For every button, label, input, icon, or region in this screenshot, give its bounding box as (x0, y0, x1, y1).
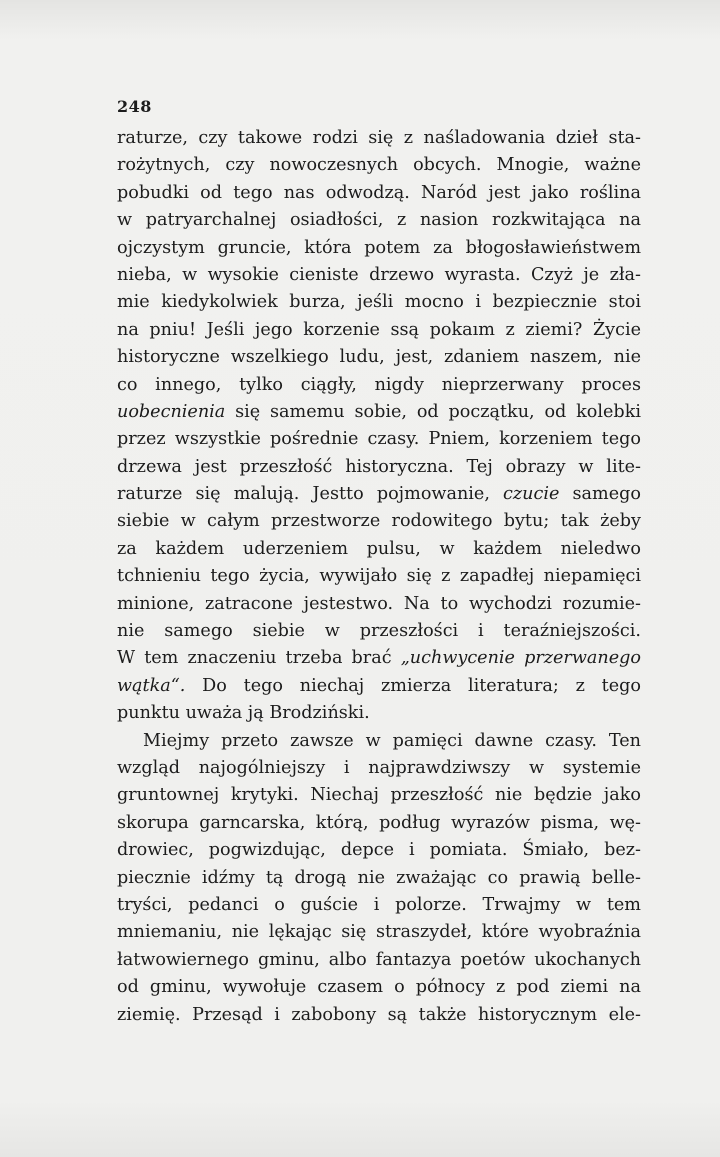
text-line (117, 645, 641, 672)
page-number: 248 (117, 97, 152, 116)
text-segment: siebie w całym przestworze rodowitego bytu; tak żeby (117, 511, 641, 532)
text-segment: za każdem uderzeniem pulsu, w każdem nieledwo (117, 538, 641, 559)
text-line (117, 372, 641, 399)
text-line (117, 700, 641, 727)
text-line (117, 235, 641, 262)
text-segment: mniemaniu, nie lękając się straszydeł, które wyobraźnia (117, 922, 641, 943)
italic-text: uobecnienia (117, 401, 226, 422)
text-line (117, 974, 641, 1001)
text-segment: W tem znaczeniu trzeba brać (117, 648, 401, 669)
italic-text: wątka“. (117, 675, 186, 696)
text-line (117, 508, 641, 535)
text-line (117, 536, 641, 563)
text-segment: nieba, w wysokie cieniste drzewo wyrasta. Czyż je zła- (117, 264, 641, 285)
text-segment: tchnieniu tego życia, wywijało się z zapadłej niepamięci (117, 566, 641, 587)
text-line (117, 1002, 641, 1029)
text-segment: drzewa jest przeszłość historyczna. Tej obrazy w lite- (117, 456, 641, 477)
text-segment: w patryarchalnej osiadłości, z nasion rozkwitająca na (117, 210, 641, 231)
text-segment: punktu uważa ją Brodziński. (117, 703, 370, 724)
text-line (117, 728, 641, 755)
text-line (117, 207, 641, 234)
text-line (117, 399, 641, 426)
text-line (117, 317, 641, 344)
text-line (117, 125, 641, 152)
text-segment: łatwowiernego gminu, albo fantazya poetów ukochanych (117, 949, 641, 970)
text-segment: Do tego niechaj zmierza literatura; z tego (185, 675, 641, 696)
text-segment: minione, zatracone jestestwo. Na to wychodzi rozumie- (117, 593, 641, 614)
text-line (117, 262, 641, 289)
text-segment: raturze, czy takowe rodzi się z naśladowania dzieł sta- (117, 128, 641, 148)
text-line (117, 755, 641, 782)
text-line (117, 618, 641, 645)
text-segment: tryści, pedanci o guście i polorze. Trwajmy w tem (117, 894, 641, 915)
text-segment: co innego, tylko ciągły, nigdy nieprzerwany proces (117, 374, 641, 395)
text-line (117, 782, 641, 809)
text-line (117, 919, 641, 946)
text-segment: od gminu, wywołuje czasem o północy z pod ziemi na (117, 977, 641, 998)
text-segment: drowiec, pogwizdując, depce i pomiata. Śmiało, bez- (117, 840, 641, 861)
text-line (117, 289, 641, 316)
text-line (117, 180, 641, 207)
text-segment: nie samego siebie w przeszłości i teraźniejszości. (117, 621, 641, 642)
text-segment: mie kiedykolwiek burza, jeśli mocno i bezpiecznie stoi (117, 292, 641, 313)
text-segment: skorupa garncarska, którą, podług wyrazów pisma, wę- (117, 812, 641, 833)
text-segment: pobudki od tego nas odwodzą. Naród jest jako roślina (117, 182, 641, 203)
text-line (117, 481, 641, 508)
text-segment: przez wszystkie pośrednie czasy. Pniem, korzeniem tego (117, 429, 641, 450)
text-segment: ziemię. Przesąd i zabobony są także historycznym ele- (117, 1004, 641, 1025)
text-segment: się samemu sobie, od początku, od kolebki (225, 401, 641, 422)
text-segment: wzgląd najogólniejszy i najprawdziwszy w systemie (117, 757, 641, 778)
text-line (117, 344, 641, 371)
text-line (117, 673, 641, 700)
text-line (117, 591, 641, 618)
text-line (117, 892, 641, 919)
text-segment: raturze się malują. Jestto pojmowanie, (117, 484, 504, 505)
text-line (117, 837, 641, 864)
text-line (117, 865, 641, 892)
text-segment: gruntownej krytyki. Niechaj przeszłość nie będzie jako (117, 785, 641, 806)
text-segment: Miejmy przeto zawsze w pamięci dawne czasy. Ten (143, 730, 641, 751)
italic-text: czucie (503, 484, 560, 505)
text-segment: ojczystym gruncie, która potem za błogosławieństwem (117, 237, 641, 258)
text-line (117, 947, 641, 974)
text-segment: samego (559, 484, 641, 505)
body-text (117, 125, 641, 1029)
text-line (117, 810, 641, 837)
text-segment: piecznie idźmy tą drogą nie zważając co prawią belle- (117, 867, 641, 888)
text-line (117, 563, 641, 590)
text-segment: historyczne wszelkiego ludu, jest, zdaniem naszem, nie (117, 347, 641, 368)
text-segment: na pniu! Jeśli jego korzenie ssą pokaım z ziemi? Życie (117, 319, 641, 340)
text-segment: rożytnych, czy nowoczesnych obcych. Mnogie, ważne (117, 155, 641, 176)
text-line (117, 426, 641, 453)
text-line (117, 454, 641, 481)
italic-text: „uchwycenie przerwanego (400, 648, 641, 669)
text-line (117, 152, 641, 179)
